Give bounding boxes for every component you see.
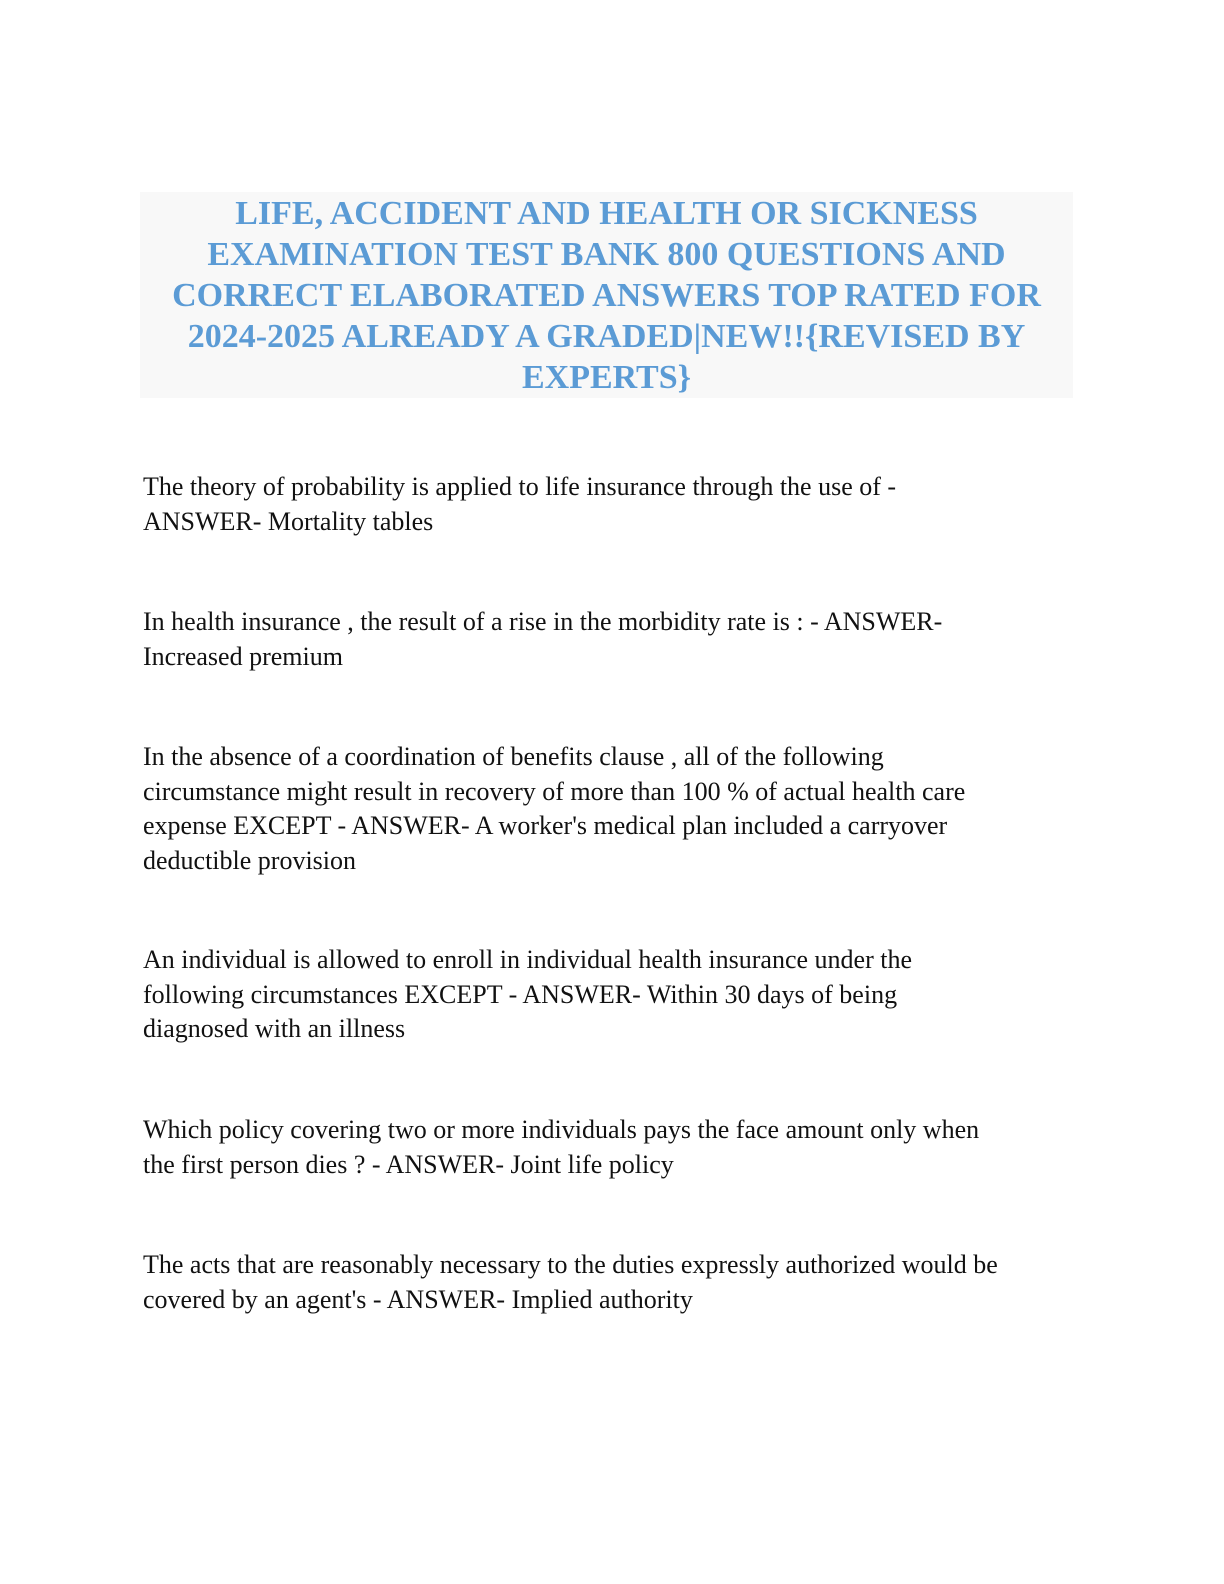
qa-item [143,1248,1103,1317]
title-line: EXPERTS} [521,359,692,396]
title-line: CORRECT ELABORATED ANSWERS TOP RATED FOR [172,277,1041,314]
qa-line: covered by an agent's - ANSWER- Implied authority [143,1284,693,1314]
qa-line: ANSWER- Mortality tables [143,506,434,536]
qa-item [143,1113,1103,1182]
title-line: 2024-2025 ALREADY A GRADED|NEW!!{REVISED BY [187,318,1026,355]
qa-line: In health insurance , the result of a rise in the morbidity rate is : - ANSWER- [143,607,943,636]
qa-line: circumstance might result in recovery of more than 100 % of actual health care [143,776,966,806]
qa-item [143,943,1103,1047]
qa-item [143,470,1103,539]
qa-line: diagnosed with an illness [143,1014,406,1043]
qa-item [143,740,1103,878]
document-title [140,192,1073,398]
qa-line: An individual is allowed to enroll in individual health insurance under the [143,945,912,974]
qa-line: The theory of probability is applied to life insurance through the use of - [143,472,897,501]
qa-line: the first person dies ? - ANSWER- Joint life policy [143,1149,674,1179]
title-line: LIFE, ACCIDENT AND HEALTH OR SICKNESS [235,195,978,232]
qa-line: expense EXCEPT - ANSWER- A worker's medical plan included a carryover [143,811,948,840]
qa-item [143,605,1103,674]
title-line: EXAMINATION TEST BANK 800 QUESTIONS AND [207,236,1006,273]
qa-line: Which policy covering two or more individuals pays the face amount only when [143,1115,980,1144]
qa-line: following circumstances EXCEPT - ANSWER- Within 30 days of being [143,979,898,1009]
qa-line: The acts that are reasonably necessary to the duties expressly authorized would be [143,1250,998,1279]
qa-line: deductible provision [143,845,357,875]
qa-line: Increased premium [143,641,343,671]
qa-line: In the absence of a coordination of benefits clause , all of the following [143,742,884,771]
